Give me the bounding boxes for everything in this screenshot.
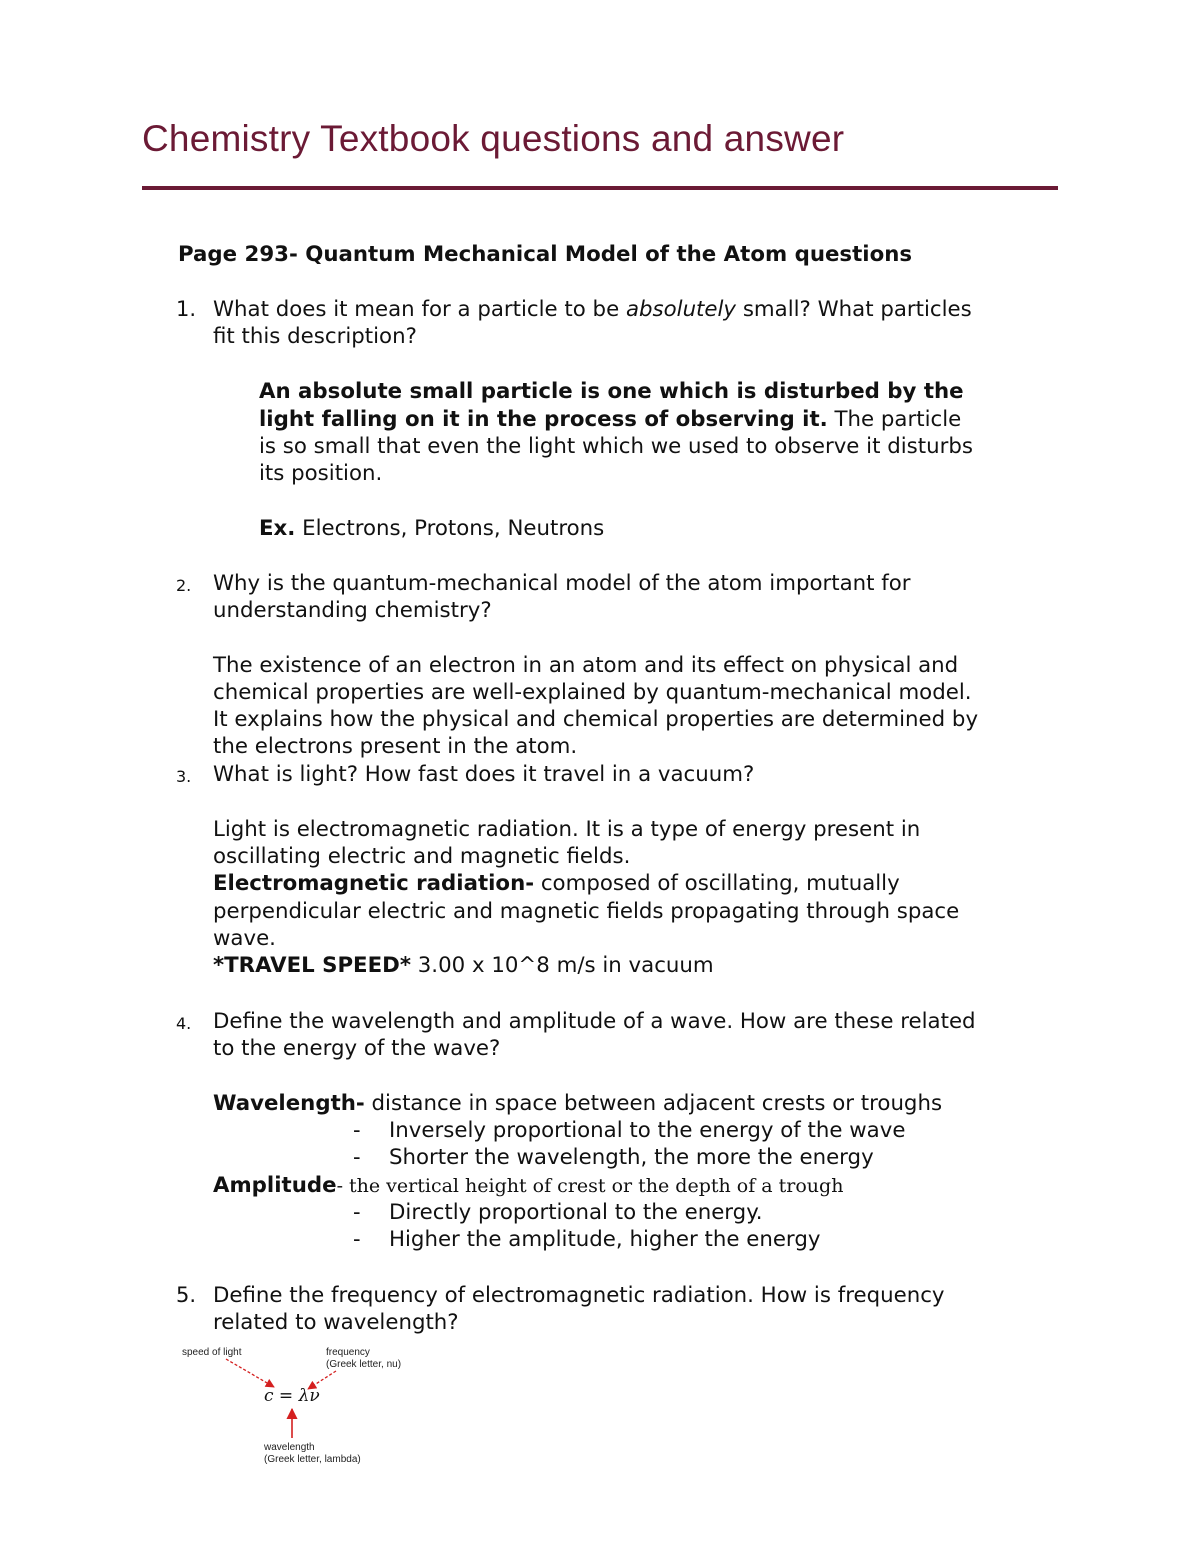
q4-bullet-dash: -	[353, 1145, 361, 1169]
q4-amplitude-bullet2: Higher the amplitude, higher the energy	[389, 1227, 821, 1252]
q4-wavelength-bullet2: Shorter the wavelength, the more the energy	[389, 1145, 874, 1170]
q3-travel-speed	[213, 952, 714, 980]
frequency-label: frequency	[326, 1347, 370, 1358]
q4-wavelength-text: distance in space between adjacent crests or troughs	[364, 1091, 943, 1116]
q4-question-line2: to the energy of the wave?	[213, 1036, 501, 1061]
wavelength-label: wavelength	[264, 1442, 315, 1453]
q3-em-text: composed of oscillating, mutually	[534, 871, 900, 896]
q1-answer-line1: An absolute small particle is one which is disturbed by the	[259, 379, 964, 404]
q5-question-line1: Define the frequency of electromagnetic radiation. How is frequency	[213, 1283, 945, 1308]
speed-arrow	[226, 1359, 274, 1387]
q1-question-line1	[213, 296, 972, 324]
q1-example-label: Ex.	[259, 516, 296, 541]
q1-answer-rest: The particle	[827, 407, 962, 432]
q1-question-line2: fit this description?	[213, 324, 417, 349]
q3-em-line3: wave.	[213, 926, 276, 951]
q1-line1-emphasis: absolutely	[625, 297, 737, 322]
q4-wavelength-label: Wavelength-	[213, 1091, 365, 1116]
q3-em-line1	[213, 870, 900, 898]
q3-speed-text: 3.00 x 10^8 m/s in vacuum	[410, 953, 714, 978]
q3-em-line2: perpendicular electric and magnetic fields propagating through space	[213, 899, 960, 924]
frequency-sublabel: (Greek letter, nu)	[326, 1359, 402, 1370]
q4-question-line1: Define the wavelength and amplitude of a wave. How are these related	[213, 1009, 976, 1034]
q2-answer-line4: the electrons present in the atom.	[213, 734, 578, 759]
q3-question-line1: What is light? How fast does it travel in a vacuum?	[213, 762, 755, 787]
q4-bullet-dash: -	[353, 1227, 361, 1251]
q2-answer-line3: It explains how the physical and chemical properties are determined by	[213, 707, 979, 732]
q4-wavelength-def	[213, 1090, 942, 1118]
q4-amplitude-bullet1: Directly proportional to the energy.	[389, 1200, 763, 1225]
q4-number: 4.	[176, 1014, 192, 1033]
q2-answer-line2: chemical properties are well-explained by quantum-mechanical model.	[213, 680, 972, 705]
q5-question-line2: related to wavelength?	[213, 1310, 459, 1335]
wave-equation-figure	[176, 1343, 416, 1468]
q4-bullet-dash: -	[353, 1118, 361, 1142]
q3-answer-line2: oscillating electric and magnetic fields.	[213, 844, 631, 869]
q3-number: 3.	[176, 767, 192, 786]
q2-question-line2: understanding chemistry?	[213, 598, 492, 623]
q1-answer-line2	[259, 406, 961, 434]
q3-speed-label: *TRAVEL SPEED*	[213, 953, 411, 978]
speed-of-light-label: speed of light	[182, 1347, 242, 1358]
q2-answer-line1: The existence of an electron in an atom and its effect on physical and	[213, 653, 959, 678]
q1-number: 1.	[176, 297, 197, 321]
title-divider	[142, 186, 1058, 190]
q4-amplitude-def	[213, 1172, 843, 1201]
q4-amplitude-label: Amplitude	[213, 1173, 337, 1198]
q2-number: 2.	[176, 576, 192, 595]
wave-equation: c = λν	[264, 1386, 320, 1406]
q1-line1-pre: What does it mean for a particle to be	[213, 297, 626, 322]
q1-answer-bold: light falling on it in the process of observing it.	[259, 407, 828, 432]
q1-answer-line3: is so small that even the light which we used to observe it disturbs	[259, 434, 973, 459]
q1-line1-post: small? What particles	[736, 297, 972, 322]
section-heading: Page 293- Quantum Mechanical Model of the Atom questions	[178, 242, 913, 267]
wavelength-sublabel: (Greek letter, lambda)	[264, 1454, 361, 1465]
q3-em-label: Electromagnetic radiation-	[213, 871, 535, 896]
document-title: Chemistry Textbook questions and answer	[142, 118, 845, 159]
q4-amplitude-text: - the vertical height of crest or the depth of a trough	[336, 1175, 844, 1197]
q5-number: 5.	[176, 1283, 197, 1307]
q1-answer-line4: its position.	[259, 461, 383, 486]
q4-wavelength-bullet1: Inversely proportional to the energy of the wave	[389, 1118, 906, 1143]
q2-question-line1: Why is the quantum-mechanical model of the atom important for	[213, 571, 911, 596]
q4-bullet-dash: -	[353, 1200, 361, 1224]
q1-example-text: Electrons, Protons, Neutrons	[295, 516, 605, 541]
q1-example	[259, 515, 604, 543]
q3-answer-line1: Light is electromagnetic radiation. It is a type of energy present in	[213, 817, 921, 842]
